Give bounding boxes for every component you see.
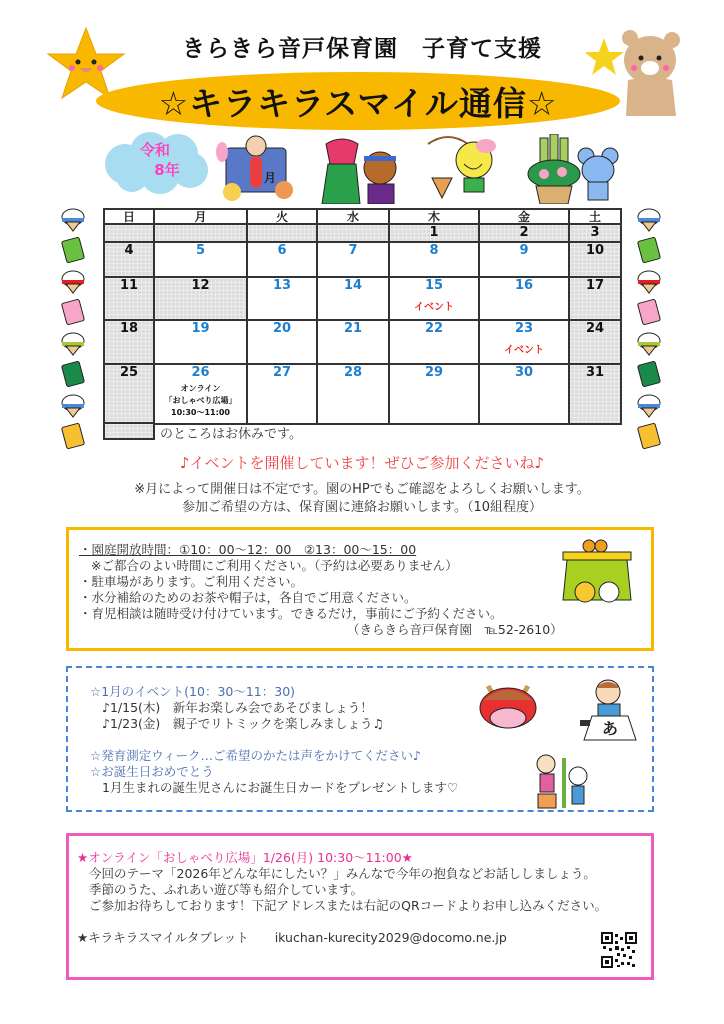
event-marker: イベント [414, 302, 454, 313]
spinning-top-icon [60, 392, 86, 418]
hydration-info: ・水分補給のためのお茶や帽子は，各自でご用意ください。 [79, 590, 417, 605]
calendar-day-cell: 14 [317, 277, 389, 320]
calendar-day-cell: 10 [569, 242, 621, 277]
calendar-day-cell: 11 [104, 277, 154, 320]
growth-week-note: ☆発育測定ウィーク…ご希望のかたは声をかけてください♪ [90, 748, 421, 763]
spinning-top-icon [636, 330, 662, 356]
online-heading: ★オンライン「おしゃべり広場」1/26(月) 10:30～11:00★ [77, 850, 413, 865]
karuta-card-icon [60, 361, 86, 387]
karuta-card-icon [60, 423, 86, 449]
participation-note: 参加ご希望の方は、保育園に連絡お願いします。（10組程度） [181, 500, 542, 515]
calendar-week-row [104, 364, 621, 424]
calendar-day-cell: 2 [479, 224, 569, 242]
weekday-header-row [104, 209, 621, 224]
calendar-day-cell: 17 [569, 277, 621, 320]
schedule-note: ※月によって開催日は不定です。園のHPでもご確認をよろしくお願いします。 [134, 482, 590, 497]
calendar-day-cell: 8 [389, 242, 479, 277]
parking-info: ・駐車場があります。ご利用ください。 [79, 574, 304, 589]
kotatsu-cats-icon [557, 538, 637, 608]
newsletter-title: ☆キラキラスマイル通信☆ [158, 84, 558, 123]
calendar-day-cell: 1 [389, 224, 479, 242]
calendar-day-cell: 20 [247, 320, 317, 364]
garden-info-box [66, 527, 654, 651]
nursery-subtitle: きらきら音戸保育園 子育て支援 [182, 36, 542, 62]
daruma-illustration-icon [212, 134, 302, 204]
qr-code-icon[interactable] [601, 932, 637, 968]
bear-with-star-icon [586, 30, 686, 118]
weekday-mon: 月 [154, 209, 247, 224]
calendar-day-cell: 15 イベント [389, 277, 479, 320]
karuta-card-icon [60, 299, 86, 325]
spinning-top-icon [636, 268, 662, 294]
calendar-day-cell: 3 [569, 224, 621, 242]
weekday-wed: 水 [317, 209, 389, 224]
karuta-card-icon [636, 361, 662, 387]
calendar-week-row [104, 320, 621, 364]
weekday-sun: 日 [104, 209, 154, 224]
online-event-label: オンライン [180, 384, 221, 393]
calendar-day-cell: 24 [569, 320, 621, 364]
spinning-top-icon [60, 268, 86, 294]
karuta-card-icon [636, 299, 662, 325]
open-hours-note: ※ご都合のよい時間にご利用ください。（予約は必要ありません） [91, 558, 458, 573]
calendar-day-cell: 29 [389, 364, 479, 424]
weekday-thu: 木 [389, 209, 479, 224]
karuta-card-icon [636, 237, 662, 263]
weekday-sat: 土 [569, 209, 621, 224]
calendar-day-cell: 16 [479, 277, 569, 320]
era-year-label: 令和 8年 [139, 141, 180, 179]
tablet-contact [77, 930, 607, 946]
consultation-info: ・育児相談は随時受け付けています。できるだけ，事前にご予約ください。 [79, 606, 503, 621]
calendar-day-cell: 7 [317, 242, 389, 277]
online-description: 季節のうた、ふれあい遊び等も紹介しています。 [89, 882, 364, 897]
event-item: ♪1/15(木) 新年お楽しみ会であそびましょう！ [102, 700, 373, 715]
calendar-day-cell: 25 [104, 364, 154, 424]
contact-email-link[interactable]: ikuchan-kurecity2029@docomo.ne.jp [274, 930, 507, 945]
calendar-day-cell: 22 [389, 320, 479, 364]
calendar-week-row [104, 277, 621, 320]
calendar-day-cell: 23 イベント [479, 320, 569, 364]
online-signup-note: ご参加お待ちしております！下記アドレスまたは右記のQRコードよりお申し込みください。 [89, 898, 608, 913]
calendar-week-row [104, 242, 621, 277]
event-headline: ♪イベントを開催しています！ぜひご参加くださいね♪ [179, 454, 545, 472]
karuta-card-icon [60, 237, 86, 263]
calendar-day-cell: 5 [154, 242, 247, 277]
closed-day-legend-text: のところはお休みです。 [160, 427, 302, 442]
oni-mask-icon [478, 680, 538, 730]
svg-text:あ: あ [602, 719, 619, 738]
calendar-day-cell: 31 [569, 364, 621, 424]
calendar-day-cell: 6 [247, 242, 317, 277]
calendar-day-cell: 28 [317, 364, 389, 424]
january-events-box [66, 666, 654, 812]
event-item: ♪1/23(金) 親子でリトミックを楽しみましょう♫ [102, 716, 384, 731]
calendar-day-cell: 12 [154, 277, 247, 320]
calendar-table [103, 208, 622, 425]
event-marker: イベント [504, 345, 544, 356]
spinning-top-icon [60, 206, 86, 232]
calendar-day-cell: 30 [479, 364, 569, 424]
calendar-day-cell: 26 オンライン 「おしゃべり広場」 10:30～11:00 [154, 364, 247, 424]
online-theme: 今回のテーマ「2026年どんな年にしたい？」みんなで今年の抱負などお話ししましょう。 [89, 866, 596, 881]
calendar-day-cell: 27 [247, 364, 317, 424]
calendar-day-cell: 4 [104, 242, 154, 277]
calendar-day-cell [154, 224, 247, 242]
calendar-week-row [104, 224, 621, 242]
open-hours: ・園庭開放時間：①10：00～12：00 ②13：00～15：00 [79, 542, 417, 557]
online-event-time: 10:30～11:00 [171, 408, 230, 417]
right-decoration-column [636, 206, 666, 454]
calendar-day-cell: 19 [154, 320, 247, 364]
calendar-day-cell: 18 [104, 320, 154, 364]
calendar-day-cell: 9 [479, 242, 569, 277]
svg-text:月: 月 [264, 171, 277, 185]
birthday-heading: ☆お誕生日おめでとう [90, 764, 214, 779]
left-decoration-column [60, 206, 90, 454]
events-heading: ☆1月のイベント(10：30～11：30) [90, 684, 296, 699]
height-measurement-cats-icon [532, 754, 592, 810]
contact-info: （きらきら音戸保育園 ℡52-2610） [347, 622, 563, 637]
online-event-name: 「おしゃべり広場」 [164, 396, 237, 405]
tablet-label: ★キラキラスマイルタブレット [77, 930, 249, 945]
lion-dance-bear-illustration-icon [318, 134, 408, 204]
spinning-top-icon [636, 392, 662, 418]
spinning-top-character-illustration-icon [418, 134, 508, 204]
spinning-top-icon [60, 330, 86, 356]
calligraphy-girl-icon [578, 676, 638, 742]
calendar-day-cell: 21 [317, 320, 389, 364]
spinning-top-icon [636, 206, 662, 232]
calendar-day-cell: 13 [247, 277, 317, 320]
kadomatsu-mouse-illustration-icon [520, 134, 620, 204]
online-chat-box [66, 833, 654, 980]
calendar-day-cell [104, 224, 154, 242]
karuta-card-icon [636, 423, 662, 449]
closed-day-legend-swatch [103, 422, 155, 440]
weekday-tue: 火 [247, 209, 317, 224]
calendar-day-cell [317, 224, 389, 242]
calendar-day-cell [247, 224, 317, 242]
birthday-text: 1月生まれの誕生児さんにお誕生日カードをプレゼントします♡ [102, 780, 459, 795]
weekday-fri: 金 [479, 209, 569, 224]
